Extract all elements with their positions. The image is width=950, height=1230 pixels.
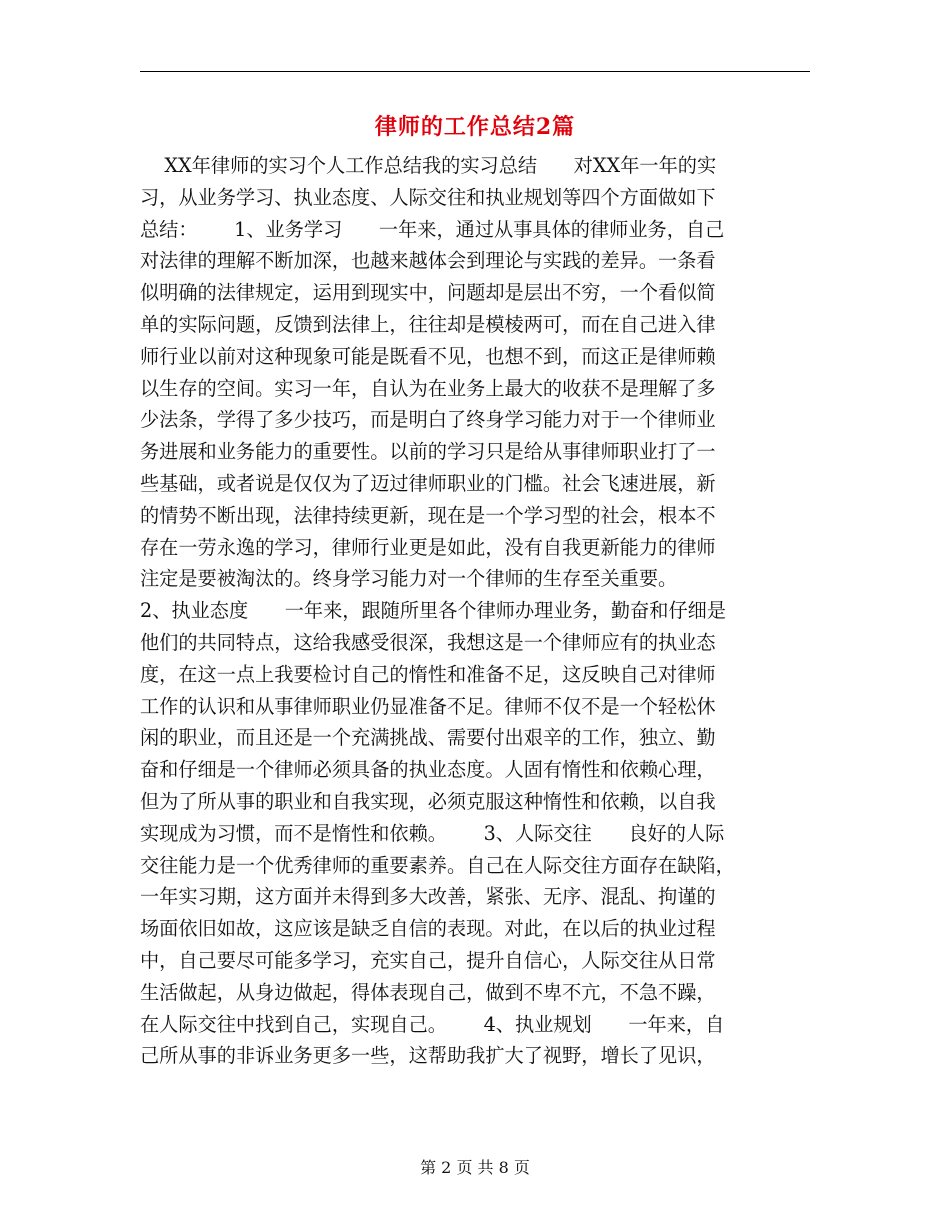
body-line: 注定是要被淘汰的。终身学习能力对一个律师的生存至关重要。	[140, 567, 678, 591]
body-line: 生活做起，从身边做起，得体表现自己，做到不卑不亢，不急不躁，	[140, 980, 716, 1004]
body-line: 中，自己要尽可能多学习，充实自己，提升自信心，人际交往从日常	[140, 948, 716, 972]
body-line: 似明确的法律规定，运用到现实中，问题却是层出不穷，一个看似简	[140, 281, 716, 305]
body-line: 师行业以前对这种现象可能是既看不见，也想不到，而这正是律师赖	[140, 344, 716, 368]
body-line: 以生存的空间。实习一年，自认为在业务上最大的收获不是理解了多	[140, 376, 716, 400]
body-line: 单的实际问题，反馈到法律上，往往却是模棱两可，而在自己进入律	[140, 312, 716, 336]
body-line: 少法条，学得了多少技巧，而是明白了终身学习能力对于一个律师业	[140, 408, 716, 432]
body-line: XX年律师的实习个人工作总结我的实习总结 对XX年一年的实	[140, 154, 717, 177]
document-body	[140, 150, 810, 1072]
body-line: 务进展和业务能力的重要性。以前的学习只是给从事律师职业打了一	[140, 440, 716, 464]
document-title: 律师的工作总结2篇	[374, 114, 576, 140]
body-line: 奋和仔细是一个律师必须具备的执业态度。人固有惰性和依赖心理，	[140, 758, 716, 782]
body-line: 闲的职业，而且还是一个充满挑战、需要付出艰辛的工作，独立、勤	[140, 726, 716, 750]
body-line: 的情势不断出现，法律持续更新，现在是一个学习型的社会，根本不	[140, 503, 716, 527]
body-line: 他们的共同特点，这给我感受很深，我想这是一个律师应有的执业态	[140, 630, 716, 654]
header-rule	[140, 71, 810, 72]
body-line: 交往能力是一个优秀律师的重要素养。自己在人际交往方面存在缺陷，	[140, 853, 735, 877]
body-line: 在人际交往中找到自己，实现自己。 4、执业规划 一年来，自	[140, 1012, 725, 1036]
page-footer: 第 2 页 共 8 页	[420, 1158, 530, 1177]
body-line: 习，从业务学习、执业态度、人际交往和执业规划等四个方面做如下	[140, 185, 716, 209]
body-line: 存在一劳永逸的学习，律师行业更是如此，没有自我更新能力的律师	[140, 535, 716, 559]
body-line: 些基础，或者说是仅仅为了迈过律师职业的门槛。社会飞速进展，新	[140, 471, 716, 495]
body-line: 但为了所从事的职业和自我实现，必须克服这种惰性和依赖，以自我	[140, 789, 716, 813]
body-line: 己所从事的非诉业务更多一些，这帮助我扩大了视野，增长了见识，	[140, 1044, 716, 1068]
body-line: 实现成为习惯，而不是惰性和依赖。 3、人际交往 良好的人际	[140, 821, 725, 845]
body-line: 2、执业态度 一年来，跟随所里各个律师办理业务，勤奋和仔细是	[140, 599, 727, 623]
body-line: 总结： 1、业务学习 一年来，通过从事具体的律师业务，自己	[140, 217, 725, 241]
body-line: 度，在这一点上我要检讨自己的惰性和准备不足，这反映自己对律师	[140, 662, 716, 686]
body-line: 一年实习期，这方面并未得到多大改善，紧张、无序、混乱、拘谨的	[140, 885, 716, 909]
body-line: 场面依旧如故，这应该是缺乏自信的表现。对此，在以后的执业过程	[140, 917, 716, 941]
body-line: 工作的认识和从事律师职业仍显准备不足。律师不仅不是一个轻松休	[140, 694, 716, 718]
body-line: 对法律的理解不断加深，也越来越体会到理论与实践的差异。一条看	[140, 249, 716, 273]
